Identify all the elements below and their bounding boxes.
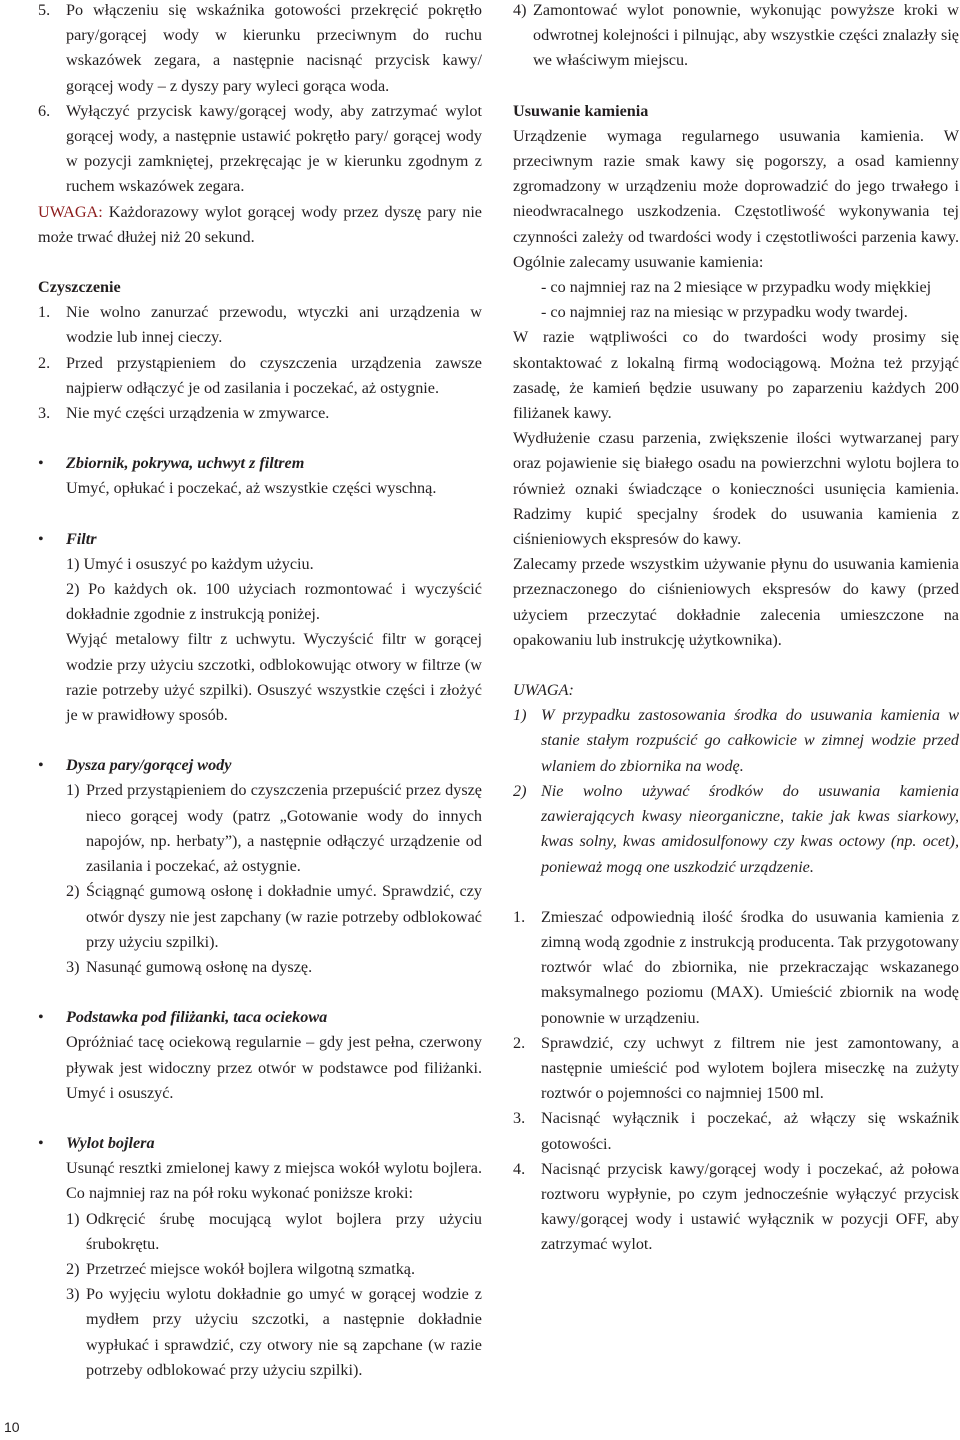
item-number: 3. [38, 404, 51, 423]
item-text: Przed przystąpieniem do czyszczenia urządzenia zawsze najpierw odłączyć je od zasilania i poczekać, aż ostygnie. [66, 353, 482, 397]
step-number: 1. [513, 907, 526, 926]
outlet-item [66, 1257, 482, 1282]
frequency-hard-water: - co najmniej raz na miesiąc w przypadku wody twardej. [541, 303, 908, 322]
item-text: Nie myć części urządzenia w zmywarce. [66, 404, 330, 423]
item-text: Po wyjęciu wylotu dokładnie go umyć w gorącej wodzie z mydłem przy użyciu szczotki, a następnie dokładnie wypłukać i sprawdzić, czy otwory nie są zapchane (w razie potrzeby odblokować przy użyciu szpilki). [86, 1285, 482, 1379]
descaling-paragraph-2: W razie wątpliwości co do twardości wody prosimy się skontaktować z lokalną firmą wodociągową. Można też przyjąć zasadę, że kamień będzie usuwany po zaparzeniu każdych 200 filiżanek kawy. [513, 328, 959, 423]
section-tray [38, 1005, 482, 1106]
step-6 [38, 99, 482, 200]
step-text: Sprawdzić, czy uchwyt z filtrem nie jest zamontowany, a następnie umieścić pod wylotem bojlera miseczkę na zużyty roztwór o pojemności co najmniej 1500 ml. [541, 1033, 959, 1103]
item-number: 4) [513, 1, 527, 19]
tray-text: Opróżniać tacę ociekową regularnie – gdy jest pełna, czerwony pływak jest widoczny przez otwór w podstawce pod filiżanki. Umyć i osuszyć. [66, 1033, 482, 1102]
page-number: 10 [4, 1419, 20, 1435]
item-text: Zamontować wylot ponownie, wykonując powyższe kroki w odwrotnej kolejności i pilnując, aby wszystkie części znalazły się we właściwym miejscu. [533, 1, 959, 70]
item-number: 1) [66, 1209, 80, 1228]
step-text: Wyłączyć przycisk kawy/gorącej wody, aby zatrzymać wylot gorącej wody, a następnie ustawić pokrętło pary/ gorącej wody w pozycji zamkniętej, przekręcając je w kierunku zgodnym z ruchem wskazówek zegara. [66, 101, 482, 196]
step-number: 2. [513, 1033, 526, 1052]
outlet-item [66, 1207, 482, 1257]
cleaning-item [38, 351, 482, 401]
item-number: 2) [513, 781, 527, 800]
frequency-soft-water: - co najmniej raz na 2 miesiące w przypadku wody miękkiej [541, 278, 932, 297]
step-number: 4. [513, 1159, 526, 1178]
nozzle-item [66, 955, 482, 980]
note-item [513, 703, 959, 779]
nozzle-item [66, 778, 482, 879]
section-title-tray: Podstawka pod filiżanki, taca ociekowa [66, 1008, 328, 1027]
bullet-icon: • [38, 756, 44, 775]
nozzle-item [66, 879, 482, 955]
descaling-step [513, 905, 959, 1031]
filter-line-2: 2) Po każdych ok. 100 użyciach rozmontować i wyczyścić dokładnie zgodnie z instrukcją poniżej. [66, 580, 482, 624]
descaling-paragraph-3: Wydłużenie czasu parzenia, zwiększenie ilości wytwarzanej pary oraz pojawienie się białego osadu na powierzchni wylotu bojlera to również oznaki świadczące o konieczności usunięcia kamienia. Radzimy kupić specjalny środek do usuwania kamienia z ciśnieniowych ekspresów do kawy. [513, 429, 959, 549]
item-number: 1) [66, 781, 80, 800]
bullet-icon: • [38, 529, 44, 548]
descaling-step [513, 1106, 959, 1156]
item-text: Ściągnąć gumową osłonę i dokładnie umyć. Sprawdzić, czy otwór dyszy nie jest zapchany (w razie potrzeby odblokować przy użyciu szpilki). [86, 882, 482, 951]
item-number: 1. [38, 303, 51, 322]
item-number: 3) [66, 957, 80, 976]
section-title-outlet: Wylot bojlera [66, 1133, 155, 1152]
bullet-icon: • [38, 1008, 44, 1027]
section-tank [38, 451, 482, 501]
bullet-icon: • [38, 454, 44, 473]
step-text: Nacisnąć wyłącznik i poczekać, aż włączy się wskaźnik gotowości. [541, 1109, 959, 1153]
descaling-step [513, 1031, 959, 1107]
descaling-paragraph-1: Urządzenie wymaga regularnego usuwania kamienia. W przeciwnym razie smak kawy się pogorszy, a osad kamienny zgromadzony w urządzeniu może doprowadzić do jego trwałego i nieodwracalnego uszkodzenia. Częstotliwość wykonywania tej czynności zależy od twardości wody i częstotliwości parzenia kawy. Ogólnie zalecamy usuwanie kamienia: [513, 126, 959, 271]
step-number: 6. [38, 101, 51, 120]
outlet-item [66, 1282, 482, 1383]
section-nozzle [38, 753, 482, 980]
section-title-cleaning: Czyszczenie [38, 278, 121, 297]
filter-line-3: Wyjąć metalowy filtr z uchwytu. Wyczyścić filtr w gorącej wodzie przy użyciu szczotki, odblokowując otwory w filtrze (w razie potrzeby użyć szpilki). Osuszyć wszystkie części i złożyć je w prawidłowy sposób. [66, 630, 482, 725]
step-5 [38, 0, 482, 99]
tank-text: Umyć, opłukać i poczekać, aż wszystkie części wyschną. [66, 479, 437, 498]
step-text: Nacisnąć przycisk kawy/gorącej wody i poczekać, aż połowa roztworu wypłynie, po czym jednocześnie wyłączyć przycisk kawy/gorącej wody i ustawić wyłącznik w pozycji OFF, aby zatrzymać wylot. [541, 1159, 959, 1254]
left-column [38, 0, 482, 1383]
outlet-text: Usunąć resztki zmielonej kawy z miejsca wokół wylotu bojlera. Co najmniej raz na pół roku wykonać poniższe kroki: [66, 1159, 482, 1203]
step-number: 5. [38, 1, 51, 19]
warning-paragraph [38, 200, 482, 250]
section-title-filter: Filtr [66, 529, 97, 548]
item-text: Nie wolno używać środków do usuwania kamienia zawierających kwasy nieorganiczne, takie jak kwas siarkowy, kwas solny, kwas amidosulfonowy czy kwas octowy (np. ocet), ponieważ mogą one uszkodzić urządzenie. [541, 781, 959, 876]
item-number: 1) [513, 706, 527, 725]
step-text: Po włączeniu się wskaźnika gotowości przekręcić pokrętło pary/gorącej wody w kierunku przeciwnym do ruchu wskazówek zegara, a następnie nacisnąć przycisk kawy/ gorącej wody – z dyszy pary wyleci gorąca woda. [66, 1, 482, 95]
step-number: 3. [513, 1109, 526, 1128]
outlet-step-4 [513, 0, 959, 74]
descaling-frequency-list [513, 275, 959, 325]
item-text: Odkręcić śrubę mocującą wylot bojlera przy użyciu śrubokrętu. [86, 1209, 482, 1253]
item-text: W przypadku zastosowania środka do usuwania kamienia w stanie stałym rozpuścić go całkowicie w zimnej wodzie przed wlaniem do zbiornika na wodę. [541, 706, 959, 775]
warning-text: Każdorazowy wylot gorącej wody przez dyszę pary nie może trwać dłużej niż 20 sekund. [38, 202, 482, 246]
section-outlet [38, 1131, 482, 1383]
item-number: 3) [66, 1285, 80, 1304]
note-label: UWAGA: [513, 681, 574, 700]
item-number: 2) [66, 882, 80, 901]
step-text: Zmieszać odpowiednią ilość środka do usuwania kamienia z zimną wodą zgodnie z instrukcją producenta. Tak przygotowany roztwór wlać do zbiornika, nie przekraczając wskazanego maksymalnego poziomu (MAX). Umieścić zbiornik na wodę ponownie w urządzeniu. [541, 907, 959, 1027]
section-title-nozzle: Dysza pary/gorącej wody [66, 756, 232, 775]
cleaning-item [38, 300, 482, 350]
cleaning-item [38, 401, 482, 426]
item-text: Nasunąć gumową osłonę na dyszę. [86, 957, 313, 976]
item-number: 2. [38, 353, 51, 372]
bullet-icon: • [38, 1133, 44, 1152]
descaling-step [513, 1157, 959, 1258]
item-number: 2) [66, 1259, 80, 1278]
note-item [513, 779, 959, 880]
descaling-paragraph-4: Zalecamy przede wszystkim używanie płynu do usuwania kamienia przeznaczonego do ciśnieniowych ekspresów do kawy (przed użyciem przeczytać dokładnie zalecenia umieszczone na opakowaniu lub instrukcję użytkownika). [513, 555, 959, 649]
warning-label: UWAGA: [38, 202, 103, 221]
section-title-descaling: Usuwanie kamienia [513, 101, 649, 120]
right-column [513, 0, 959, 1258]
filter-line-1: 1) Umyć i osuszyć po każdym użyciu. [66, 554, 314, 573]
section-title-tank: Zbiornik, pokrywa, uchwyt z filtrem [66, 454, 305, 473]
item-text: Przed przystąpieniem do czyszczenia przepuścić przez dyszę nieco gorącej wody (patrz „Gotowanie wody do innych napojów, np. herbaty”), a następnie odłączyć urządzenie od zasilania i poczekać, aż ostygnie. [86, 781, 482, 876]
item-text: Przetrzeć miejsce wokół bojlera wilgotną szmatką. [86, 1259, 416, 1278]
item-text: Nie wolno zanurzać przewodu, wtyczki ani urządzenia w wodzie lub innej cieczy. [66, 303, 482, 347]
section-filter [38, 527, 482, 729]
